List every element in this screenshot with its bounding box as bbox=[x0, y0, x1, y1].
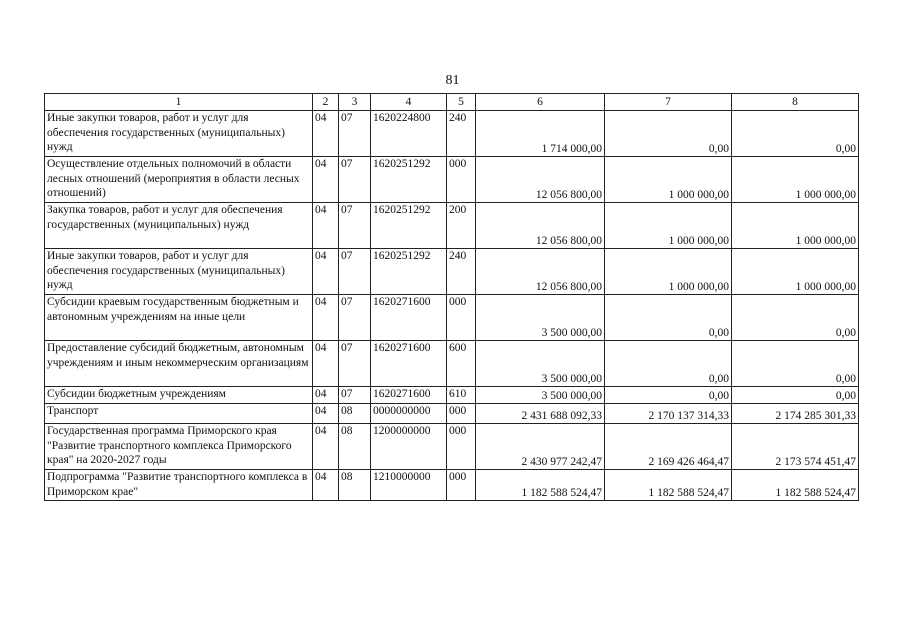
row-target-code: 1620251292 bbox=[371, 203, 447, 249]
row-name: Осуществление отдельных полномочий в области лесных отношений (мероприятия в области лесных отношений) bbox=[45, 157, 313, 203]
row-name: Субсидии краевым государственным бюджетным и автономным учреждениям на иные цели bbox=[45, 295, 313, 341]
column-header: 4 bbox=[371, 94, 447, 111]
row-amount-6: 1 714 000,00 bbox=[476, 111, 605, 157]
row-name: Государственная программа Приморского края "Развитие транспортного комплекса Приморского края" на 2020-2027 годы bbox=[45, 424, 313, 470]
row-subsection: 07 bbox=[339, 387, 371, 404]
row-subsection: 07 bbox=[339, 341, 371, 387]
column-header: 5 bbox=[447, 94, 476, 111]
row-target-code: 1620224800 bbox=[371, 111, 447, 157]
table-row bbox=[45, 424, 859, 470]
row-target-code: 1200000000 bbox=[371, 424, 447, 470]
table-row bbox=[45, 111, 859, 157]
row-amount-7: 0,00 bbox=[605, 295, 732, 341]
row-expense-type: 000 bbox=[447, 157, 476, 203]
row-amount-6: 12 056 800,00 bbox=[476, 249, 605, 295]
row-section: 04 bbox=[313, 341, 339, 387]
row-amount-7: 1 182 588 524,47 bbox=[605, 470, 732, 501]
row-section: 04 bbox=[313, 249, 339, 295]
table-row bbox=[45, 341, 859, 387]
row-amount-8: 0,00 bbox=[732, 295, 859, 341]
row-section: 04 bbox=[313, 387, 339, 404]
row-target-code: 1620271600 bbox=[371, 295, 447, 341]
row-name: Предоставление субсидий бюджетным, автономным учреждениям и иным некоммерческим организациям bbox=[45, 341, 313, 387]
row-amount-8: 0,00 bbox=[732, 341, 859, 387]
row-expense-type: 000 bbox=[447, 470, 476, 501]
row-subsection: 07 bbox=[339, 203, 371, 249]
page-number: 81 bbox=[445, 73, 460, 88]
row-amount-6: 12 056 800,00 bbox=[476, 157, 605, 203]
column-header: 2 bbox=[313, 94, 339, 111]
row-amount-8: 0,00 bbox=[732, 111, 859, 157]
table-row bbox=[45, 203, 859, 249]
row-section: 04 bbox=[313, 424, 339, 470]
row-name: Транспорт bbox=[45, 404, 313, 424]
row-amount-8: 2 173 574 451,47 bbox=[732, 424, 859, 470]
row-subsection: 07 bbox=[339, 249, 371, 295]
row-subsection: 07 bbox=[339, 111, 371, 157]
table-row bbox=[45, 157, 859, 203]
row-expense-type: 240 bbox=[447, 111, 476, 157]
row-subsection: 08 bbox=[339, 404, 371, 424]
column-header: 3 bbox=[339, 94, 371, 111]
row-amount-7: 1 000 000,00 bbox=[605, 203, 732, 249]
row-amount-6: 2 430 977 242,47 bbox=[476, 424, 605, 470]
row-amount-6: 3 500 000,00 bbox=[476, 341, 605, 387]
table-row bbox=[45, 249, 859, 295]
row-subsection: 08 bbox=[339, 470, 371, 501]
row-name: Иные закупки товаров, работ и услуг для обеспечения государственных (муниципальных) нужд bbox=[45, 111, 313, 157]
row-section: 04 bbox=[313, 295, 339, 341]
row-expense-type: 240 bbox=[447, 249, 476, 295]
column-header: 1 bbox=[45, 94, 313, 111]
row-amount-6: 3 500 000,00 bbox=[476, 295, 605, 341]
row-amount-8: 1 000 000,00 bbox=[732, 157, 859, 203]
row-amount-6: 2 431 688 092,33 bbox=[476, 404, 605, 424]
row-amount-7: 1 000 000,00 bbox=[605, 249, 732, 295]
table-row bbox=[45, 387, 859, 404]
row-expense-type: 000 bbox=[447, 424, 476, 470]
row-target-code: 1620251292 bbox=[371, 249, 447, 295]
row-section: 04 bbox=[313, 470, 339, 501]
row-subsection: 08 bbox=[339, 424, 371, 470]
row-expense-type: 600 bbox=[447, 341, 476, 387]
row-amount-8: 1 000 000,00 bbox=[732, 203, 859, 249]
table-row bbox=[45, 295, 859, 341]
row-name: Закупка товаров, работ и услуг для обеспечения государственных (муниципальных) нужд bbox=[45, 203, 313, 249]
table-row bbox=[45, 404, 859, 424]
row-amount-7: 2 170 137 314,33 bbox=[605, 404, 732, 424]
row-amount-7: 0,00 bbox=[605, 111, 732, 157]
row-section: 04 bbox=[313, 404, 339, 424]
row-expense-type: 610 bbox=[447, 387, 476, 404]
row-section: 04 bbox=[313, 203, 339, 249]
row-target-code: 0000000000 bbox=[371, 404, 447, 424]
row-expense-type: 200 bbox=[447, 203, 476, 249]
column-header: 7 bbox=[605, 94, 732, 111]
row-expense-type: 000 bbox=[447, 404, 476, 424]
row-target-code: 1620251292 bbox=[371, 157, 447, 203]
column-header: 6 bbox=[476, 94, 605, 111]
row-amount-7: 0,00 bbox=[605, 341, 732, 387]
row-section: 04 bbox=[313, 111, 339, 157]
table-row bbox=[45, 470, 859, 501]
row-target-code: 1210000000 bbox=[371, 470, 447, 501]
row-amount-7: 0,00 bbox=[605, 387, 732, 404]
row-amount-8: 1 000 000,00 bbox=[732, 249, 859, 295]
row-amount-7: 1 000 000,00 bbox=[605, 157, 732, 203]
row-target-code: 1620271600 bbox=[371, 387, 447, 404]
budget-table bbox=[44, 93, 859, 501]
row-amount-7: 2 169 426 464,47 bbox=[605, 424, 732, 470]
row-subsection: 07 bbox=[339, 295, 371, 341]
row-amount-6: 3 500 000,00 bbox=[476, 387, 605, 404]
row-subsection: 07 bbox=[339, 157, 371, 203]
row-name: Иные закупки товаров, работ и услуг для обеспечения государственных (муниципальных) нужд bbox=[45, 249, 313, 295]
row-amount-8: 1 182 588 524,47 bbox=[732, 470, 859, 501]
row-amount-6: 1 182 588 524,47 bbox=[476, 470, 605, 501]
column-header: 8 bbox=[732, 94, 859, 111]
row-expense-type: 000 bbox=[447, 295, 476, 341]
row-section: 04 bbox=[313, 157, 339, 203]
column-header-row bbox=[45, 94, 859, 111]
row-name: Субсидии бюджетным учреждениям bbox=[45, 387, 313, 404]
row-amount-8: 0,00 bbox=[732, 387, 859, 404]
row-amount-8: 2 174 285 301,33 bbox=[732, 404, 859, 424]
row-name: Подпрограмма "Развитие транспортного комплекса в Приморском крае" bbox=[45, 470, 313, 501]
row-amount-6: 12 056 800,00 bbox=[476, 203, 605, 249]
row-target-code: 1620271600 bbox=[371, 341, 447, 387]
